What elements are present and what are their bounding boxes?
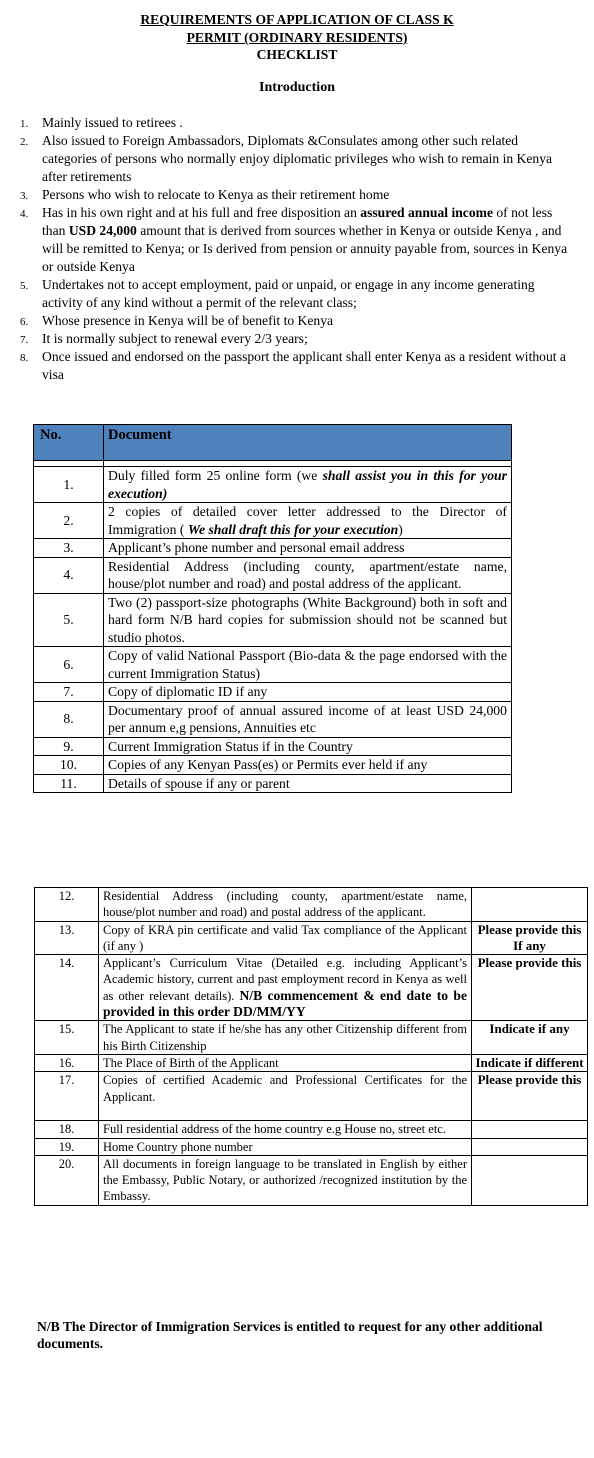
row-document: Residential Address (including county, apartment/estate name, house/plot number and road) and postal address of the applicant. [104,557,512,593]
doc-title-line2: PERMIT (ORDINARY RESIDENTS) [186,30,408,45]
table-row [35,1155,588,1205]
row-number: 11. [34,774,104,793]
row-number: 18. [35,1121,99,1138]
row-number: 12. [35,888,99,922]
column-header-no: No. [34,425,104,461]
row-document: Copy of valid National Passport (Bio-data & the page endorsed with the current Immigration Status) [104,647,512,683]
table-row [35,955,588,1021]
row-number: 2. [34,503,104,539]
row-note: Please provide this If any [472,921,588,955]
row-document: Duly filled form 25 online form (we shall assist you in this for your execution) [104,467,512,503]
table-header-row [34,425,512,461]
row-note: Please provide this [472,955,588,1021]
table-row [34,503,512,539]
row-note: Indicate if any [472,1021,588,1055]
row-number: 16. [35,1054,99,1071]
table-row [34,539,512,558]
table-row [34,593,512,647]
row-document: Applicant’s Curriculum Vitae (Detailed e.g. including Applicant’s Academic history, current and past employment record in Kenya as well as other relevant details). N/B commencement & end date to be provided in this order DD/MM/YY [99,955,472,1021]
row-number: 8. [34,701,104,737]
row-note: Please provide this [472,1072,588,1121]
list-item: 1. Mainly issued to retirees . [20,115,183,130]
row-number: 14. [35,955,99,1021]
introduction-heading: Introduction [259,80,335,95]
row-number: 7. [34,683,104,702]
row-document: Applicant’s phone number and personal email address [104,539,512,558]
row-note [472,1138,588,1155]
table-row [35,888,588,922]
row-number: 19. [35,1138,99,1155]
list-item: 2. Also issued to Foreign Ambassadors, Diplomats &Consulates among other such related categories of persons who normally enjoy diplomatic privileges who wish to remain in Kenya after retirements [20,133,553,184]
table-row [35,1054,588,1071]
row-document: Copies of any Kenyan Pass(es) or Permits ever held if any [104,756,512,775]
row-document: Residential Address (including county, apartment/estate name, house/plot number and road) and postal address of the applicant. [99,888,472,922]
row-document: Copy of diplomatic ID if any [104,683,512,702]
list-item: 5. Undertakes not to accept employment, paid or unpaid, or engage in any income generating activity of any kind without a permit of the relevant class; [20,277,535,310]
table-row [34,467,512,503]
row-document: Copies of certified Academic and Professional Certificates for the Applicant. [99,1072,472,1121]
table-row [34,774,512,793]
row-document: Documentary proof of annual assured income of at least USD 24,000 per annum e,g pensions, Annuities etc [104,701,512,737]
row-number: 10. [34,756,104,775]
row-document: Full residential address of the home country e.g House no, street etc. [99,1121,472,1138]
table-row [34,647,512,683]
row-document: Details of spouse if any or parent [104,774,512,793]
table-row [34,683,512,702]
table-row [35,1121,588,1138]
doc-title-line3: CHECKLIST [256,47,338,62]
row-number: 20. [35,1155,99,1205]
table-row [35,921,588,955]
table-row [34,756,512,775]
footer-note: N/B The Director of Immigration Services is entitled to request for any other additional documents. [37,1319,543,1351]
column-header-document: Document [104,425,512,461]
row-document: Copy of KRA pin certificate and valid Tax compliance of the Applicant (if any ) [99,921,472,955]
row-document: The Applicant to state if he/she has any other Citizenship different from his Birth Citizenship [99,1021,472,1055]
table-row [35,1021,588,1055]
row-document: Two (2) passport-size photographs (White Background) both in soft and hard form N/B hard copies for submission should not be scanned but studio photos. [104,593,512,647]
row-number: 3. [34,539,104,558]
row-number: 4. [34,557,104,593]
row-number: 17. [35,1072,99,1121]
row-note [472,1155,588,1205]
list-item: 3. Persons who wish to relocate to Kenya as their retirement home [20,187,390,202]
row-document: Current Immigration Status if in the Country [104,737,512,756]
row-number: 13. [35,921,99,955]
row-document: Home Country phone number [99,1138,472,1155]
documents-table-continued [34,887,588,1206]
row-document: 2 copies of detailed cover letter addressed to the Director of Immigration ( We shall draft this for your execution) [104,503,512,539]
table-row [35,1072,588,1121]
row-number: 9. [34,737,104,756]
list-item: 4. Has in his own right and at his full and free disposition an assured annual income of not less than USD 24,000 amount that is derived from sources whether in Kenya or outside Kenya , and will be remitted to Kenya; or Is derived from pension or annuity payable from, sources in Kenya or outside Kenya [20,205,568,274]
row-document: All documents in foreign language to be translated in English by either the Embassy, Public Notary, or authorized /recognized institution by the Embassy. [99,1155,472,1205]
table-row [34,557,512,593]
list-item: 7. It is normally subject to renewal every 2/3 years; [20,331,308,346]
list-item: 8. Once issued and endorsed on the passport the applicant shall enter Kenya as a resident without a visa [20,349,566,382]
introduction-list [0,114,594,384]
table-row [34,701,512,737]
list-item: 6. Whose presence in Kenya will be of benefit to Kenya [20,313,334,328]
row-note [472,1121,588,1138]
row-number: 5. [34,593,104,647]
row-number: 6. [34,647,104,683]
table-row [35,1138,588,1155]
table-row [34,737,512,756]
doc-title-line1: REQUIREMENTS OF APPLICATION OF CLASS K [140,12,454,27]
documents-table [33,424,512,793]
row-note: Indicate if different [472,1054,588,1071]
row-number: 15. [35,1021,99,1055]
row-document: The Place of Birth of the Applicant [99,1054,472,1071]
row-note [472,888,588,922]
row-number: 1. [34,467,104,503]
